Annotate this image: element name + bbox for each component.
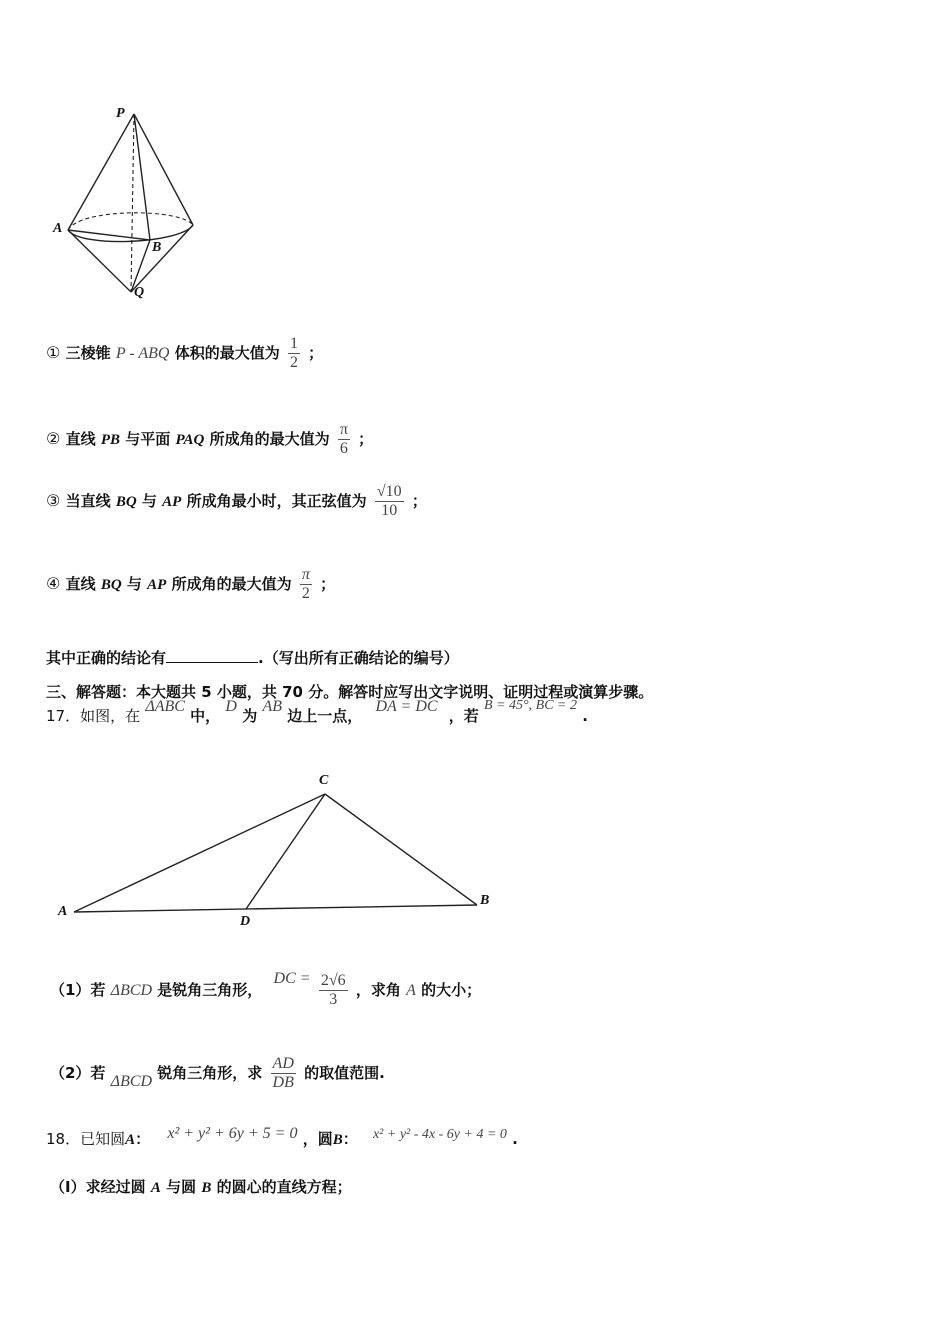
fraction-denominator: 6 xyxy=(339,440,348,457)
fraction-denominator: DB xyxy=(272,1074,294,1091)
fraction-numerator: AD xyxy=(272,1055,294,1072)
fraction xyxy=(300,566,312,603)
edge-AB xyxy=(68,230,150,240)
part-text: （1）若 xyxy=(50,981,106,999)
statement-marker: ④ xyxy=(46,574,61,593)
edge-PQ-hidden xyxy=(131,114,134,292)
double-cone-figure xyxy=(40,100,210,305)
statement-2 xyxy=(46,421,373,458)
q18-text: ： xyxy=(342,1130,358,1148)
statement-end: ； xyxy=(358,430,374,448)
statement-math: BQ xyxy=(115,494,137,510)
side-AB xyxy=(74,905,477,912)
question-number: 18．已知圆 xyxy=(46,1130,126,1148)
label-C: C xyxy=(319,773,329,788)
statement-text: 所成角的最大值为 xyxy=(171,575,292,593)
part-text: 的圆心的直线方程； xyxy=(216,1178,352,1196)
statement-text: 所成角的最大值为 xyxy=(209,430,330,448)
q18-math: A xyxy=(125,1132,136,1148)
part-text: ，求角 xyxy=(355,981,401,999)
q17-part-1 xyxy=(50,972,481,1009)
statement-4 xyxy=(46,566,335,603)
label-B: B xyxy=(480,893,490,908)
fraction-numerator: √10 xyxy=(376,483,402,500)
statement-math: P - ABQ xyxy=(115,345,170,362)
label-A: A xyxy=(58,904,68,919)
statement-text: 当直线 xyxy=(65,492,111,510)
fraction xyxy=(319,972,348,1009)
answer-blank xyxy=(166,648,258,663)
q17-text: 边上一点， xyxy=(287,707,363,725)
part-math: A xyxy=(150,1180,161,1196)
statement-text: 与 xyxy=(141,492,157,510)
part-math: ΔBCD xyxy=(110,982,153,999)
triangle-figure xyxy=(60,780,500,930)
side-AC xyxy=(74,794,325,912)
section-heading: 三、解答题：本大题共 5 小题，共 70 分。解答时应写出文字说明、证明过程或演算步骤。 xyxy=(46,683,654,701)
part-text: 锐角三角形，求 xyxy=(157,1064,263,1082)
label-Q: Q xyxy=(134,285,145,300)
edge-QR xyxy=(131,225,193,292)
edge-PA xyxy=(68,114,134,230)
label-A: A xyxy=(53,221,63,236)
fraction-denominator: 2 xyxy=(301,585,310,602)
q18-equation-1: x² + y² + 6y + 5 = 0 xyxy=(167,1125,298,1142)
question-17 xyxy=(46,698,588,726)
fraction-denominator: 3 xyxy=(329,991,338,1008)
statement-math: PAQ xyxy=(175,432,205,448)
fraction xyxy=(338,421,350,458)
fraction xyxy=(288,335,300,372)
edge-PR xyxy=(134,114,193,225)
edge-PB xyxy=(134,114,150,240)
label-P: P xyxy=(116,106,125,121)
part-math: ΔBCD xyxy=(110,1073,153,1090)
part-text: 与圆 xyxy=(166,1178,197,1196)
q17-end: . xyxy=(582,707,588,725)
part-text: 是锐角三角形， xyxy=(157,981,263,999)
segment-CD xyxy=(246,794,325,909)
statement-text: 三棱锥 xyxy=(65,344,111,362)
q18-part-1 xyxy=(50,1176,352,1197)
statement-math: PB xyxy=(100,432,120,448)
statement-text: 直线 xyxy=(65,430,96,448)
q18-equation-2: x² + y² - 4x - 6y + 4 = 0 xyxy=(372,1127,507,1142)
q18-math: B xyxy=(332,1132,343,1148)
fraction-numerator: 2√6 xyxy=(320,972,346,989)
fraction-numerator: π xyxy=(339,421,348,438)
part-text: （2）若 xyxy=(50,1064,106,1082)
part-math: A xyxy=(406,982,416,999)
fraction xyxy=(271,1055,296,1092)
statement-3 xyxy=(46,483,427,520)
statement-end: ； xyxy=(411,492,427,510)
conclusion-line xyxy=(46,647,459,668)
statement-end: ； xyxy=(320,575,336,593)
statement-math: AP xyxy=(162,494,182,510)
question-number: 17．如图，在 xyxy=(46,707,141,725)
q17-text: 为 xyxy=(242,707,258,725)
statement-1 xyxy=(46,335,323,372)
conclusion-note: .（写出所有正确结论的编号） xyxy=(258,649,459,667)
statement-math: AP xyxy=(147,577,167,593)
q17-math: ΔABC xyxy=(145,698,185,715)
statement-text: 直线 xyxy=(65,575,96,593)
fraction-denominator: 10 xyxy=(381,502,398,519)
statement-end: ； xyxy=(308,344,324,362)
statement-marker: ③ xyxy=(46,491,61,510)
q17-math: AB xyxy=(262,698,283,715)
q17-text: 中， xyxy=(190,707,221,725)
q18-end: . xyxy=(512,1130,518,1148)
part-math: B xyxy=(201,1180,212,1196)
ellipse-front xyxy=(68,225,193,242)
part-text: 的大小； xyxy=(421,981,482,999)
statement-text: 体积的最大值为 xyxy=(174,344,280,362)
statement-text: 所成角最小时，其正弦值为 xyxy=(186,492,367,510)
q17-text: ，若 xyxy=(448,707,479,725)
conclusion-text: 其中正确的结论有 xyxy=(46,649,167,667)
edge-QA xyxy=(68,230,131,292)
part-text: 的取值范围. xyxy=(304,1064,385,1082)
fraction-numerator: 1 xyxy=(289,335,298,352)
fraction-denominator: 2 xyxy=(289,354,298,371)
label-D: D xyxy=(240,914,251,929)
statement-text: 与 xyxy=(126,575,142,593)
statement-text: 与平面 xyxy=(125,430,171,448)
ellipse-back xyxy=(68,213,193,230)
label-B: B xyxy=(152,240,162,255)
side-CB xyxy=(325,794,477,905)
q17-math: B = 45°, BC = 2 xyxy=(484,698,577,713)
q17-math: DA = DC xyxy=(375,698,438,715)
q18-text: ： xyxy=(135,1130,151,1148)
q17-math: D xyxy=(225,698,237,715)
part-math: DC = xyxy=(273,970,311,987)
fraction xyxy=(375,483,404,520)
q17-part-2 xyxy=(50,1055,385,1092)
question-18 xyxy=(46,1125,518,1149)
statement-marker: ① xyxy=(46,343,61,362)
part-text: （Ⅰ）求经过圆 xyxy=(50,1178,146,1196)
statement-math: BQ xyxy=(100,577,122,593)
fraction-numerator: π xyxy=(301,566,310,583)
q18-text: ，圆 xyxy=(302,1130,333,1148)
statement-marker: ② xyxy=(46,429,61,448)
